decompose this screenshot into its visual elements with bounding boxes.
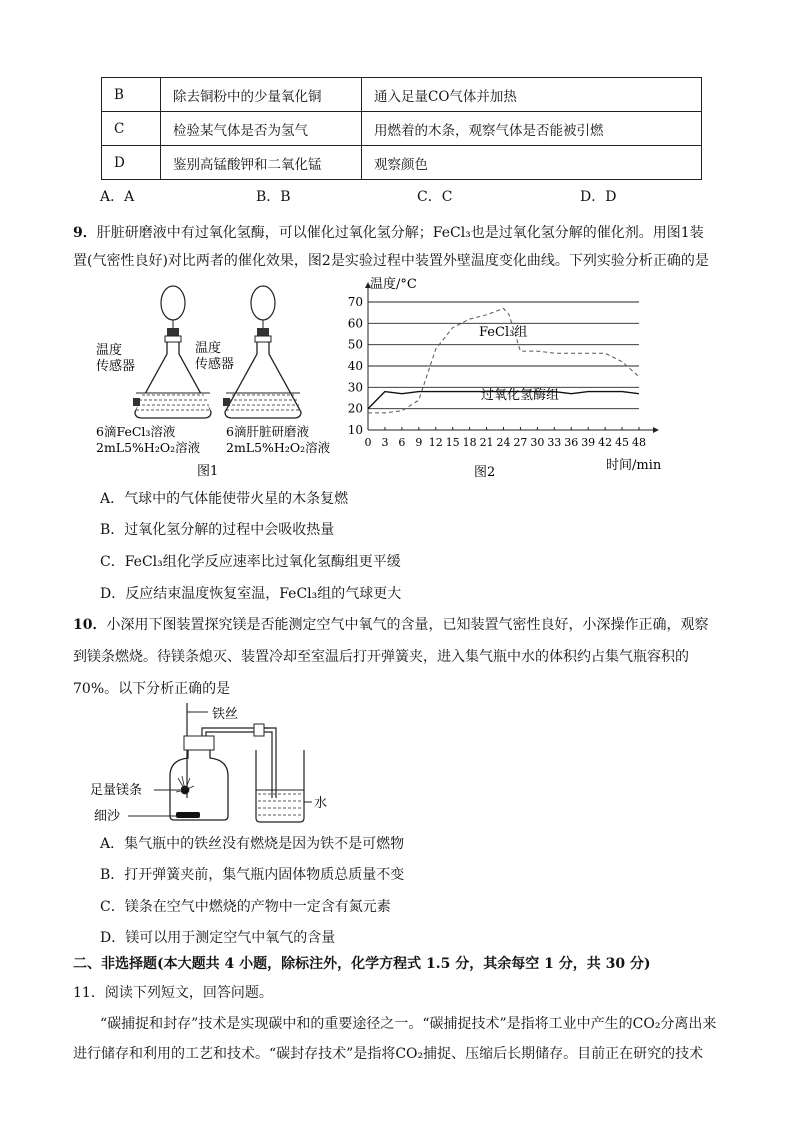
- chart-ticks: [348, 295, 646, 449]
- q10-option-d[interactable]: D．镁可以用于测定空气中氧气的含量: [100, 930, 336, 946]
- y-tick-label: 70: [347, 295, 363, 309]
- fine-sand: [176, 812, 200, 818]
- q11-paragraph-line1: “碳捕捉和封存”技术是实现碳中和的重要途径之一。“碳捕捉技术”是指将工业中产生的CO₂分离出来: [100, 1016, 717, 1032]
- q9-stem-line1: [73, 222, 704, 242]
- row-task: 检验某气体是否为氢气: [161, 112, 362, 146]
- row-task: 鉴别高锰酸钾和二氧化锰: [161, 146, 362, 180]
- section-2-title: 二、非选择题(本大题共 4 小题，除标注外，化学方程式 1.5 分，其余每空 1 分，共 30 分): [73, 956, 651, 972]
- q10-stem-line1: [73, 614, 708, 634]
- row-task: 除去铜粉中的少量氧化铜: [161, 78, 362, 112]
- q11-stem-text: 阅读下列短文，回答问题。: [104, 985, 273, 1001]
- x-tick-label: 27: [513, 436, 528, 449]
- y-tick-label: 50: [347, 337, 363, 352]
- label-sand: 细沙: [94, 809, 121, 824]
- figure-1-apparatus: [92, 280, 354, 480]
- x-axis-arrow: [653, 427, 659, 433]
- row-method: 用燃着的木条，观察气体是否能被引燃: [362, 112, 702, 146]
- flask-a-label-2: 2mL5%H₂O₂溶液: [96, 440, 201, 455]
- chart-xlabel: 时间/min: [606, 458, 662, 473]
- flask-b-label-2: 2mL5%H₂O₂溶液: [226, 440, 331, 455]
- q9-option-a[interactable]: A．气球中的气体能使带火星的木条复燃: [100, 491, 349, 507]
- sensor-b-label-2: 传感器: [195, 357, 235, 372]
- flask-a-label-1: 6滴FeCl₃溶液: [96, 424, 176, 439]
- q10-number: 10．: [73, 617, 107, 633]
- flask-b: [223, 286, 301, 418]
- q10-stem-line2: 到镁条燃烧。待镁条熄灭、装置冷却至室温后打开弹簧夹，进入集气瓶中水的体积约占集气瓶容积的: [73, 649, 689, 665]
- q10-stem-line3: 70%。以下分析正确的是: [73, 681, 231, 697]
- chart-caption: 图2: [474, 465, 496, 480]
- x-tick-label: 15: [445, 436, 460, 449]
- row-label: B: [102, 78, 161, 112]
- label-iron-wire: 铁丝: [212, 707, 239, 722]
- y-tick-label: 10: [347, 423, 363, 437]
- q9-stem-line2: 置(气密性良好)对比两者的催化效果，图2是实验过程中装置外壁温度变化曲线。下列实验分析正确的是: [73, 253, 709, 269]
- q10-option-b[interactable]: B．打开弹簧夹前，集气瓶内固体物质总质量不变: [100, 867, 405, 883]
- row-label: C: [102, 112, 161, 146]
- x-tick-label: 24: [496, 436, 511, 449]
- q9-option-d[interactable]: D．反应结束温度恢复室温，FeCl₃组的气球更大: [100, 586, 402, 602]
- x-tick-label: 9: [415, 436, 423, 449]
- label-magnesium: 足量镁条: [90, 783, 143, 798]
- x-tick-label: 0: [364, 436, 372, 449]
- x-tick-label: 3: [381, 436, 389, 449]
- q8-choice-a[interactable]: A．A: [100, 189, 135, 205]
- x-tick-label: 12: [428, 436, 443, 449]
- table-row: [102, 146, 702, 180]
- x-tick-label: 6: [398, 436, 406, 449]
- q9-option-b[interactable]: B．过氧化氢分解的过程中会吸收热量: [100, 522, 335, 538]
- q8-choice-c[interactable]: C．C: [417, 189, 453, 205]
- series-label-enzyme: 过氧化氢酶组: [481, 388, 560, 403]
- q9-stem-text: 肝脏研磨液中有过氧化氢酶，可以催化过氧化氢分解；FeCl₃也是过氧化氢分解的催化剂。用图1装: [96, 225, 704, 241]
- q9-option-c[interactable]: C．FeCl₃组化学反应速率比过氧化氢酶组更平缓: [100, 554, 401, 570]
- q10-apparatus: [90, 698, 350, 828]
- q11-number: 11．: [73, 985, 105, 1001]
- burning-magnesium: [176, 776, 194, 794]
- q8-options-table: [101, 77, 702, 180]
- x-tick-label: 45: [615, 436, 630, 449]
- flask-b-label-1: 6滴肝脏研磨液: [226, 424, 309, 439]
- q8-choice-b[interactable]: B．B: [256, 189, 291, 205]
- x-tick-label: 39: [581, 436, 596, 449]
- chart-grid: [365, 282, 659, 433]
- q11-stem: [73, 982, 273, 1002]
- q9-number: 9．: [73, 225, 97, 241]
- q8-choice-d[interactable]: D．D: [580, 189, 617, 205]
- q10-option-c[interactable]: C．镁条在空气中燃烧的产物中一定含有氮元素: [100, 899, 391, 915]
- sensor-a-label-2: 传感器: [96, 359, 136, 374]
- y-tick-label: 60: [347, 316, 363, 331]
- sensor-b-label-1: 温度: [195, 341, 222, 356]
- chart-ylabel: 温度/°C: [370, 277, 417, 292]
- x-tick-label: 36: [564, 436, 579, 449]
- row-method: 观察颜色: [362, 146, 702, 180]
- table-row: [102, 78, 702, 112]
- y-tick-label: 20: [347, 401, 363, 416]
- q10-option-a[interactable]: A．集气瓶中的铁丝没有燃烧是因为铁不是可燃物: [100, 836, 405, 852]
- figure-2-chart: [344, 272, 674, 482]
- y-tick-label: 40: [347, 359, 363, 373]
- x-tick-label: 30: [530, 436, 545, 449]
- row-method: 通入足量CO气体并加热: [362, 78, 702, 112]
- x-tick-label: 42: [598, 436, 613, 449]
- figure-1-caption: 图1: [197, 464, 219, 479]
- series-label-fecl3: FeCl₃组: [479, 325, 528, 340]
- row-label: D: [102, 146, 161, 180]
- label-water: 水: [314, 796, 328, 811]
- x-tick-label: 33: [547, 436, 562, 449]
- sensor-a-label-1: 温度: [96, 343, 123, 358]
- y-tick-label: 30: [347, 380, 363, 395]
- q10-stem-text: 小深用下图装置探究镁是否能测定空气中氧气的含量，已知装置气密性良好，小深操作正确，观察: [106, 617, 709, 633]
- q11-paragraph-line2: 进行储存和利用的工艺和技术。“碳封存技术”是指将CO₂捕捉、压缩后长期储存。目前正在研究的技术: [73, 1046, 704, 1062]
- table-row: [102, 112, 702, 146]
- x-tick-label: 48: [632, 436, 646, 449]
- x-tick-label: 21: [479, 436, 494, 449]
- x-tick-label: 18: [462, 436, 477, 449]
